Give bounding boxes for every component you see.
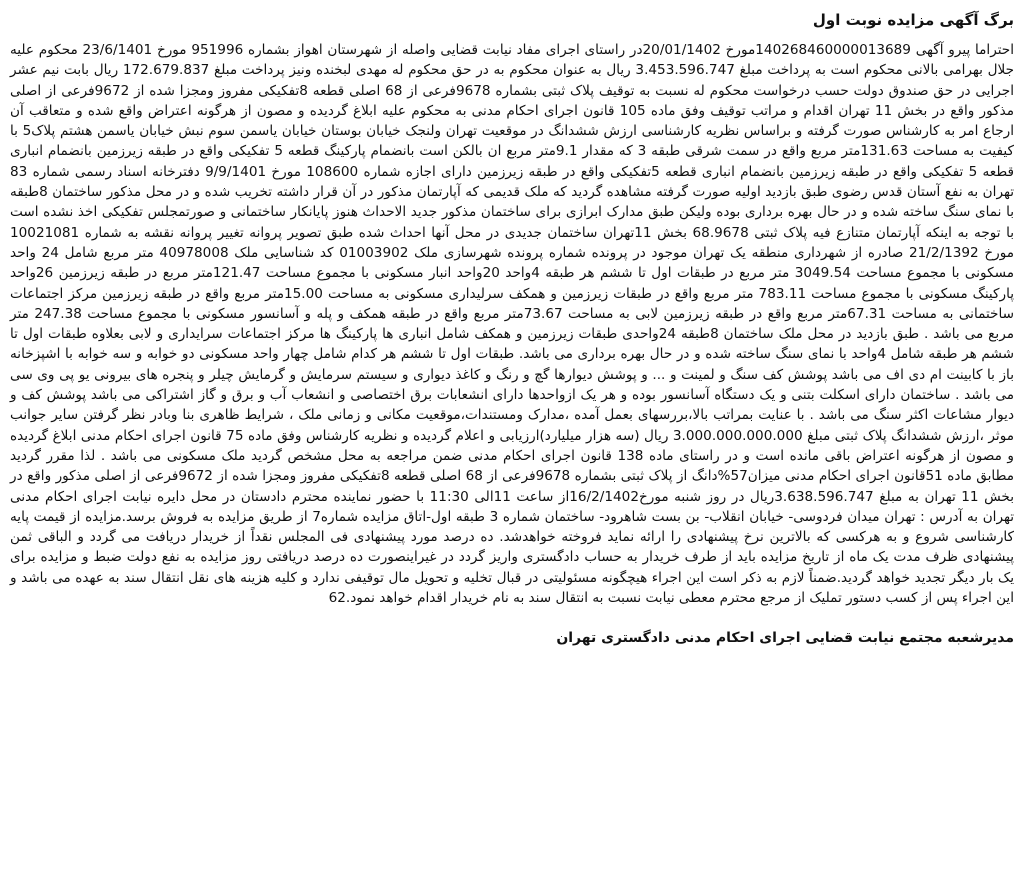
notice-body: احتراما پیرو آگهی 140268460000013689مورخ 20/01/1402در راستای اجرای مفاد نیابت قضایی واصله از شهرستان اهواز بشماره 951996 مورخ 23/6/1401 محکوم علیه جلال بهرامی بالانی محکوم است به پرداخت مبلغ 3.453.596.747 ریال به عنوان محکوم به در حق محکوم له مهدی لبخنده ونیز پرداخت مبلغ 172.679.837 ریال بابت نیم عشر اجرایی در حق صندوق دولت حسب درخواست محکوم له نسبت به توقیف پلاک ثبتی بشماره 9678فرعی از 68 اصلی قطعه 8تفکیکی مفروز ومجزا شده از 9672فرعی از اصلی مذکور واقع در بخش 11 تهران اقدام و مراتب توقیف وفق ماده 105 قانون اجرای احکام مدنی به محکوم علیه ابلاغ گردیده و مصون از هرگونه اعتراض واقع شده و متعاقب آن ارجاع امر به کارشناس صورت گرفته و براساس نظریه کارشناسی ارزش ششدانگ در موقعیت تهران ولنجک خیابان بوستان خیابان یاسمن سوم نبش خیابان یاسمن هشتم پلاک5 با کیفیت به مساحت 131.63متر مربع واقع در سمت شرقی طبقه 3 که مقدار 9.1متر مربع ان بالکن است بانضمام پارکینگ قطعه 5 تفکیکی واقع در طبقه زیرزمین بانضمام انباری قطعه 5 تفکیکی واقع در طبقه زیرزمین بانضمام انباری قطعه 5تفکیکی واقع در طبقه زیرزمین دارای اجازه شماره 108600 مورخ 9/9/1401 دفترخانه اسناد رسمی شماره 83 تهران به نفع آستان قدس رضوی طبق بازدید اولیه صورت گرفته مشاهده گردید که ملک قدیمی که آپارتمان مذکور در آن قرار داشته تخریب شده و در محل مذکور ساختمان 8طبقه با نمای سنگ ساخته شده و در حال بهره برداری بوده ولیکن طبق مدارک ابرازی برای ساختمان مذکور جدید الاحداث هنوز پایانکار ساختمانی و صورتمجلس تفکیکی اخذ نشده است با توجه به اینکه آپارتمان متنازع فیه پلاک ثبتی 68.9678 بخش 11تهران ساختمان جدیدی در محل آنها احداث شده طبق تصویر پروانه تغییر پروانه نقشه به شماره 10021081 مورخ 21/2/1392 صادره از شهرداری منطقه یک تهران موجود در پرونده شماره پرونده شهرسازی ملک 01003902 کد شناسایی ملک 40978008 متر مربع شامل 24 واحد مسکونی با مجموع مساحت 3049.54 متر مربع در طبقات اول تا ششم هر طبقه 4واحد 20واحد انبار مسکونی با مجموع مساحت 121.47متر مربع در طبقه زیرزمین 26واحد پارکینگ مسکونی با مجموع مساحت 783.11 متر مربع واقع در طبقات زیرزمین و همکف سرلیداری مسکونی به مساحت 15.00متر مربع واقع در طبقه زیرزمین مرکز اجتماعات ساختمانی به مساحت 67.31متر مربع واقع در طبقه زیرزمین لابی به مساحت 73.67متر مربع واقع در طبقه همکف و پله و آسانسور مسکونی با مجموع مساحت 247.38 متر مربع می باشد . طبق بازدید در محل ملک ساختمان 8طبقه 24واحدی طبقات زیرزمین و همکف شامل انباری ها پارکینگ ها مرکز اجتماعات سرایداری و لابی بعلاوه طبقات اول تا ششم هر طبقه شامل 4واحد با نمای سنگ ساخته شده و در حال بهره برداری می باشد. طبقات اول تا ششم هر کدام شامل چهار واحد مسکونی دو خوابه و سه خوابه با اشپزخانه باز با کابینت ام دی اف می باشد پوشش کف سنگ و لمینت و ... و پوشش دیوارها گچ و رنگ و کاغذ دیواری و سیستم سرمایش و گرمایش چیلر و پنجره های بیرونی یو پی وی سی می باشد . ساختمان دارای اسکلت بتنی و یک دستگاه آسانسور بوده و هر یک ازواحدها دارای انشعابات برق اختصاصی و انشعاب آب و برق و گاز اشتراکی می باشد پوشش کف و دیوار مشاعات اکثر سنگ می باشد . با عنایت بمراتب بالا،بررسهای بعمل آمده ،مدارک ومستندات،موقعیت مکانی و زمانی ملک ، شرایط ظاهری بنا وبادر نظر گرفتن سایر جوانب موثر ،ارزش ششدانگ پلاک ثبتی مبلغ 3.000.000.000.000 ریال (سه هزار میلیارد)ارزیابی و اعلام گردیده و نظریه کارشناس وفق ماده 75 قانون اجرای احکام مدنی ابلاغ گردیده و مصون از هرگونه اعتراض باقی مانده است و در راستای ماده 138 قانون اجرای احکام مدنی ضمن مراجعه به محل مشخص گردید ملک مسکونی می باشد . لذا مقرر گردید مطابق ماده 51قانون اجرای احکام مدنی میزان57%دانگ از پلاک ثبتی بشماره 9678فرعی از 68 اصلی قطعه 8تفکیکی مفروز ومجزا شده از 9672فرعی از اصلی مذکور واقع در بخش 11 تهران به مبلغ 3.638.596.747ریال در روز شنبه مورخ16/2/1402از ساعت 11الی 11:30 با حضور نماینده محترم دادستان در محل دایره نیابت اجرای احکام مدنی تهران به آدرس : تهران میدان فردوسی- خیابان انقلاب- بن بست شاهرود- ساختمان شماره 3 طبقه اول-اتاق مزایده شماره7 از طریق مزایده به فروش برسد.مزایده از قیمت پایه کارشناسی شروع و به هرکسی که بالاترین نرخ پیشنهادی را ارائه نماید فروخته خواهدشد. ده درصد مورد پیشنهادی فی المجلس نقداً از خریدار دریافت می گردد و الباقی ثمن پیشنهادی ظرف مدت یک ماه از تاریخ مزایده باید از طرف خریدار به حساب دادگستری واریز گردد در غیراینصورت ده درصد دریافتی روز مزایده به نفع دولت ضبط و مزایده برای یک بار دیگر تجدید خواهد گردید.ضمناً لازم به ذکر است این اجراء هیچگونه مسئولیتی در قبال تخلیه و تحویل مال توقیفی ندارد و کلیه هزینه های نقل انتقال سند به عهده می باشد و این اجراء پس از کسب دستور تملیک از مرجع محترم معطی نیابت نسبت به انتقال سند به نام خریدار اقدام خواهد نمود.62 [10, 42, 1015, 607]
notice-signature: مدیرشعبه مجتمع نیابت قضایی اجرای احکام مدنی دادگستری تهران [556, 630, 1014, 647]
notice-title: برگ آگهی مزایده نوبت اول [812, 11, 1014, 29]
